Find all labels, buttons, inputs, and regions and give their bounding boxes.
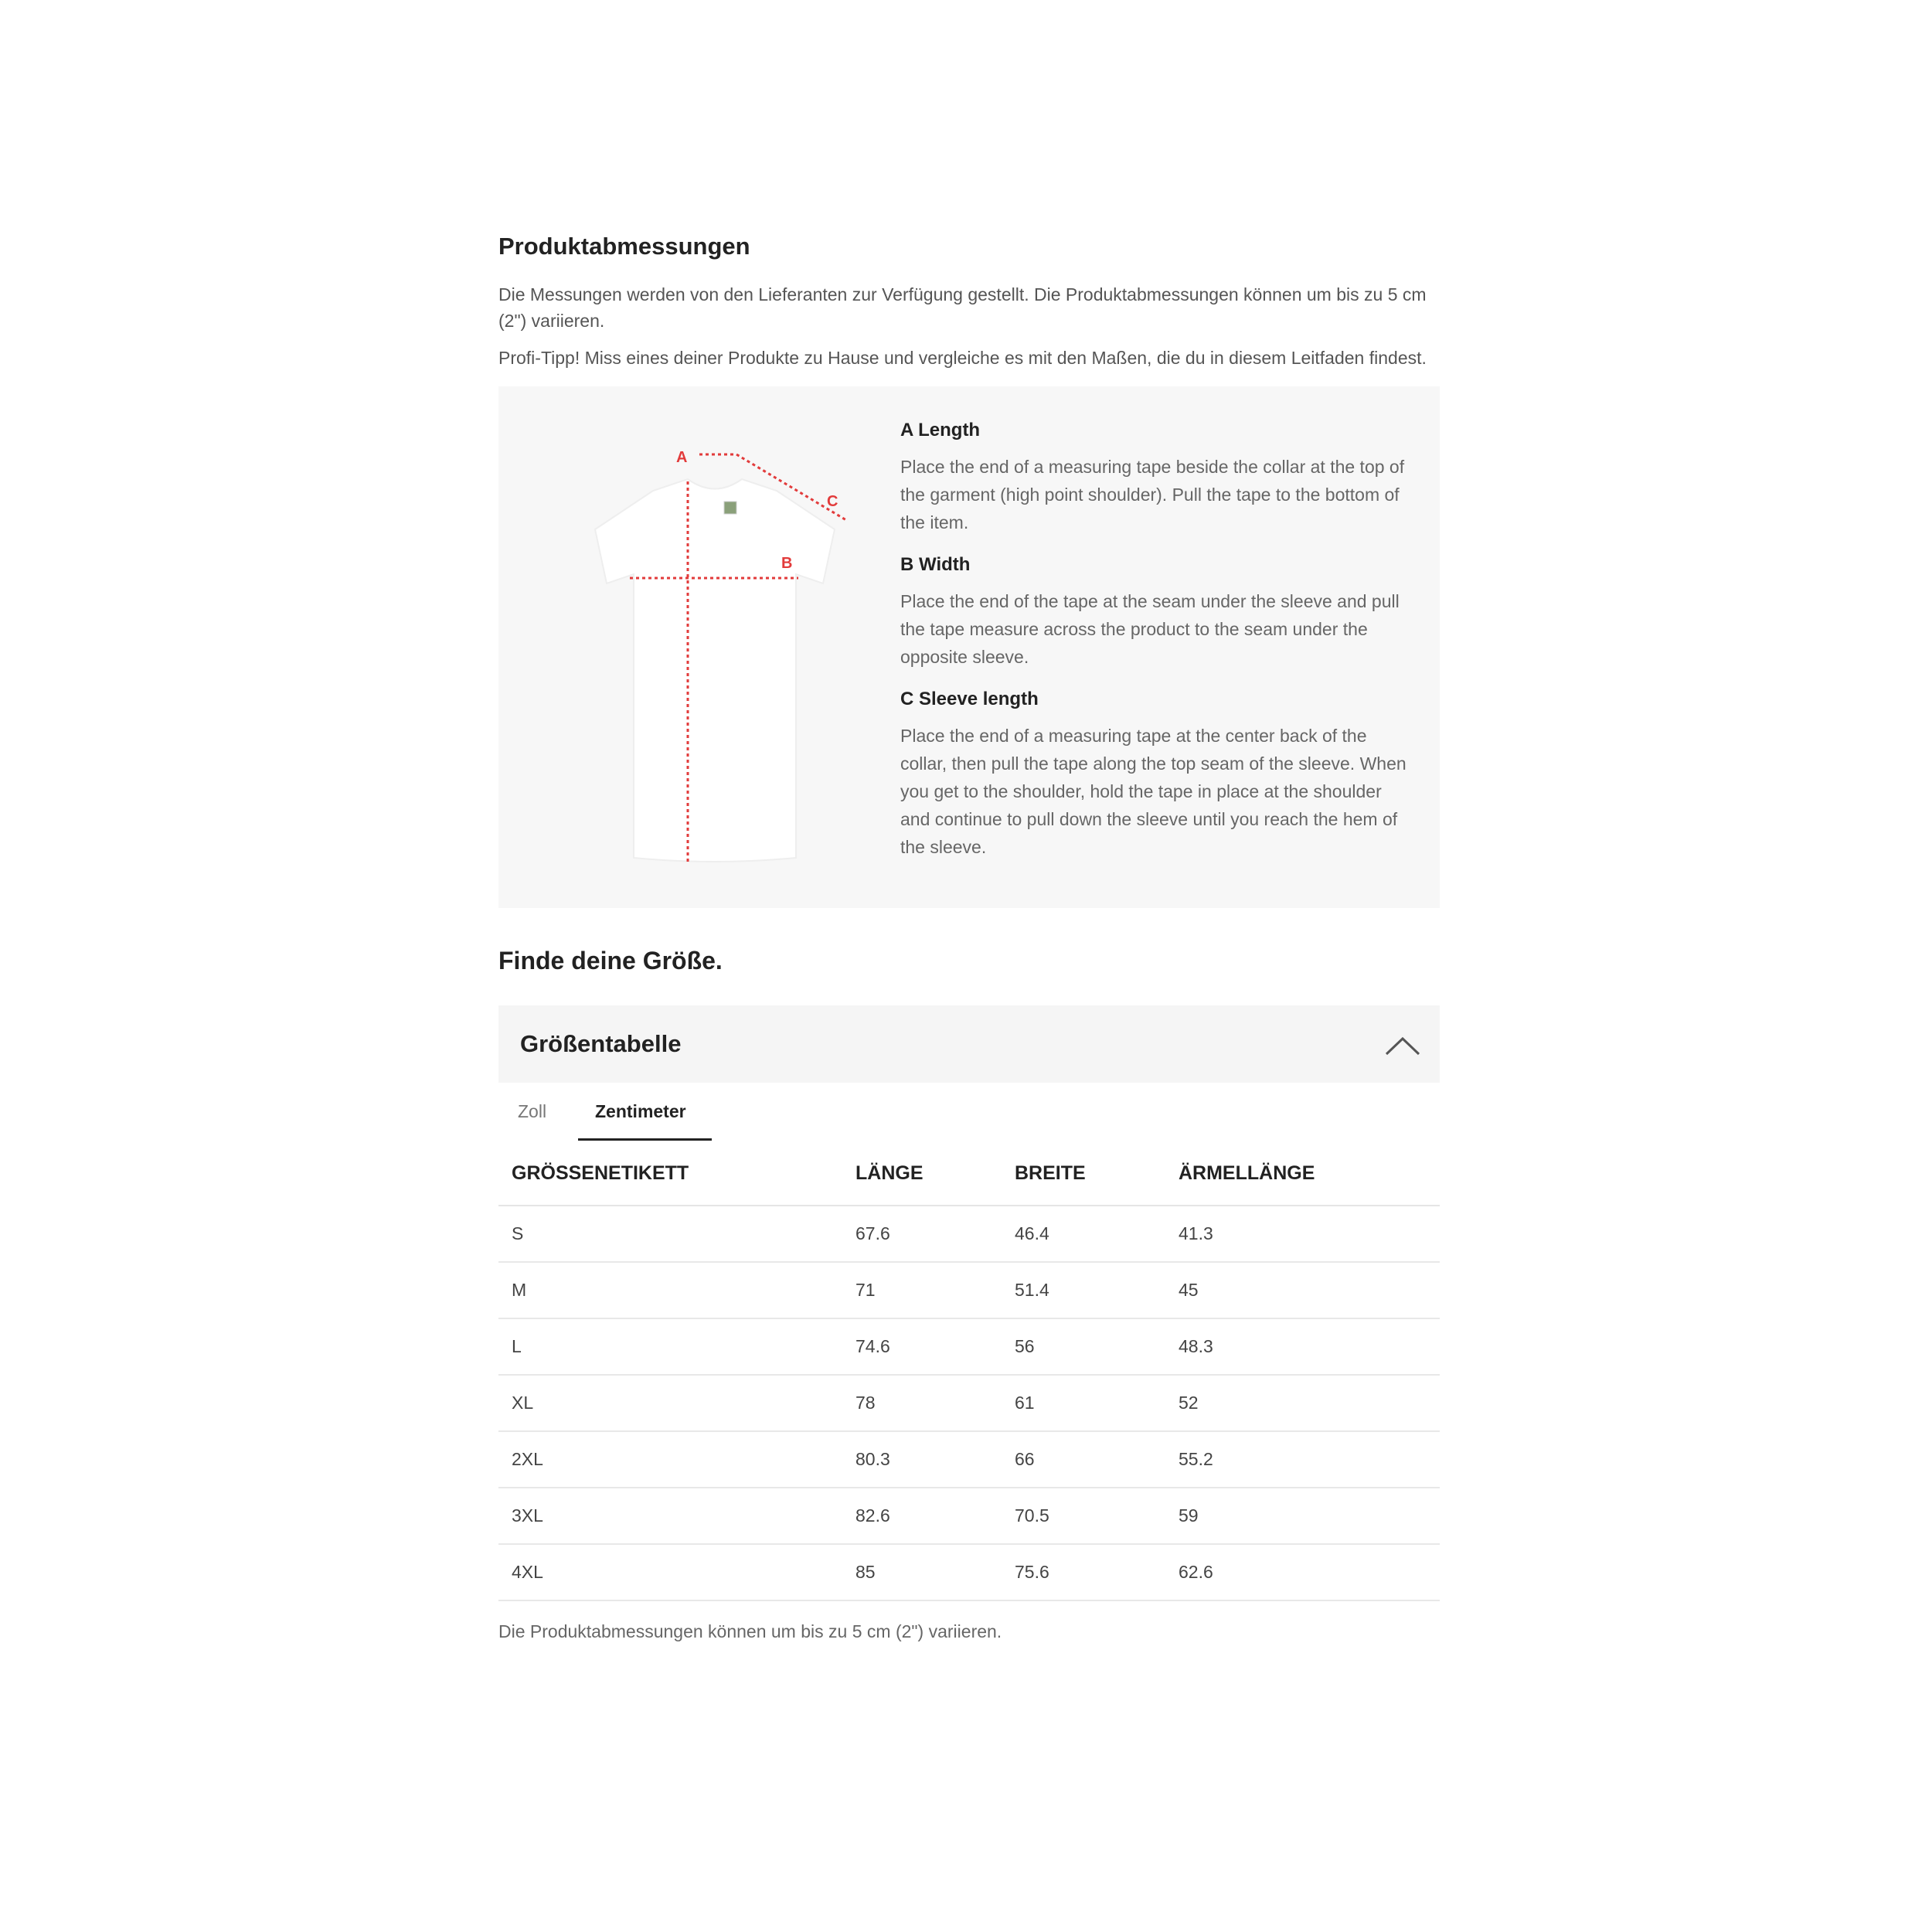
label-c: C — [827, 493, 838, 510]
cell-size: 3XL — [498, 1488, 842, 1544]
guide-heading-length: A Length — [900, 420, 981, 440]
tab-zoll[interactable]: Zoll — [518, 1101, 547, 1121]
cell-size: 4XL — [498, 1544, 842, 1600]
cell-width: 66 — [1002, 1431, 1165, 1488]
guide-heading-width: B Width — [900, 554, 971, 575]
cell-size: L — [498, 1318, 842, 1375]
pro-tip-text: Profi-Tipp! Miss eines deiner Produkte zu Hause und vergleiche es mit den Maßen, die du in diesem Leitfaden findest. — [498, 348, 1427, 368]
cell-size: M — [498, 1262, 842, 1318]
table-row — [498, 1544, 1440, 1600]
table-header-row — [498, 1141, 1440, 1206]
find-size-title: Finde deine Größe. — [498, 947, 723, 975]
cell-width: 51.4 — [1002, 1262, 1165, 1318]
cell-sleeve: 48.3 — [1165, 1318, 1440, 1375]
unit-tabs — [498, 1083, 1440, 1141]
cell-length: 67.6 — [842, 1206, 1002, 1262]
size-chart-accordion-header[interactable] — [498, 1005, 1440, 1083]
cell-length: 80.3 — [842, 1431, 1002, 1488]
cell-width: 56 — [1002, 1318, 1165, 1375]
cell-length: 74.6 — [842, 1318, 1002, 1375]
cell-size: 2XL — [498, 1431, 842, 1488]
cell-sleeve: 62.6 — [1165, 1544, 1440, 1600]
tshirt-diagram-svg — [537, 421, 908, 885]
cell-length: 85 — [842, 1544, 1002, 1600]
cell-sleeve: 55.2 — [1165, 1431, 1440, 1488]
size-chart-title: Größentabelle — [520, 1030, 682, 1057]
tab-zentimeter[interactable]: Zentimeter — [595, 1101, 686, 1121]
size-table — [498, 1141, 1440, 1601]
cell-size: XL — [498, 1375, 842, 1431]
table-row — [498, 1318, 1440, 1375]
cell-size: S — [498, 1206, 842, 1262]
guide-text-sleeve: Place the end of a measuring tape at the center back of the collar, then pull the tape along the top seam of the sleeve. When you get to the shoulder, hold the tape in place at the shoulder and continue to pull down the sleeve until you reach the hem of the sleeve. — [900, 726, 1406, 857]
cell-sleeve: 59 — [1165, 1488, 1440, 1544]
cell-length: 71 — [842, 1262, 1002, 1318]
cell-length: 82.6 — [842, 1488, 1002, 1544]
cell-sleeve: 41.3 — [1165, 1206, 1440, 1262]
product-dimensions-title: Produktabmessungen — [498, 233, 750, 260]
cell-sleeve: 45 — [1165, 1262, 1440, 1318]
label-a: A — [676, 449, 688, 466]
header-length: LÄNGE — [842, 1141, 1002, 1206]
active-tab-indicator — [578, 1138, 712, 1141]
cell-sleeve: 52 — [1165, 1375, 1440, 1431]
header-size-label: GRÖSSENETIKETT — [498, 1141, 842, 1206]
header-sleeve-length: ÄRMELLÄNGE — [1165, 1141, 1440, 1206]
cell-length: 78 — [842, 1375, 1002, 1431]
measurement-guide-panel — [498, 386, 1440, 908]
guide-heading-sleeve: C Sleeve length — [900, 689, 1039, 709]
measurement-instructions — [900, 417, 1410, 876]
table-row — [498, 1262, 1440, 1318]
guide-text-width: Place the end of the tape at the seam under the sleeve and pull the tape measure across the product to the seam under the opposite sleeve. — [900, 591, 1400, 667]
header-width: BREITE — [1002, 1141, 1165, 1206]
chevron-up-icon[interactable] — [1383, 1025, 1423, 1065]
size-footnote: Die Produktabmessungen können um bis zu 5 cm (2") variieren. — [498, 1621, 1002, 1641]
table-row — [498, 1375, 1440, 1431]
cell-width: 46.4 — [1002, 1206, 1165, 1262]
tshirt-measurement-diagram — [537, 421, 908, 885]
table-row — [498, 1206, 1440, 1262]
label-b: B — [781, 555, 793, 572]
table-row — [498, 1431, 1440, 1488]
cell-width: 70.5 — [1002, 1488, 1165, 1544]
collar-tag — [724, 502, 736, 514]
cell-width: 61 — [1002, 1375, 1165, 1431]
size-guide-content — [498, 232, 1440, 1662]
guide-text-length: Place the end of a measuring tape beside the collar at the top of the garment (high point shoulder). Pull the tape to the bottom of the item. — [900, 457, 1405, 532]
cell-width: 75.6 — [1002, 1544, 1165, 1600]
tshirt-shape — [595, 479, 835, 862]
dimensions-intro-text: Die Messungen werden von den Lieferanten zur Verfügung gestellt. Die Produktabmessungen können um bis zu 5 cm (2") variieren. — [498, 284, 1427, 331]
table-row — [498, 1488, 1440, 1544]
